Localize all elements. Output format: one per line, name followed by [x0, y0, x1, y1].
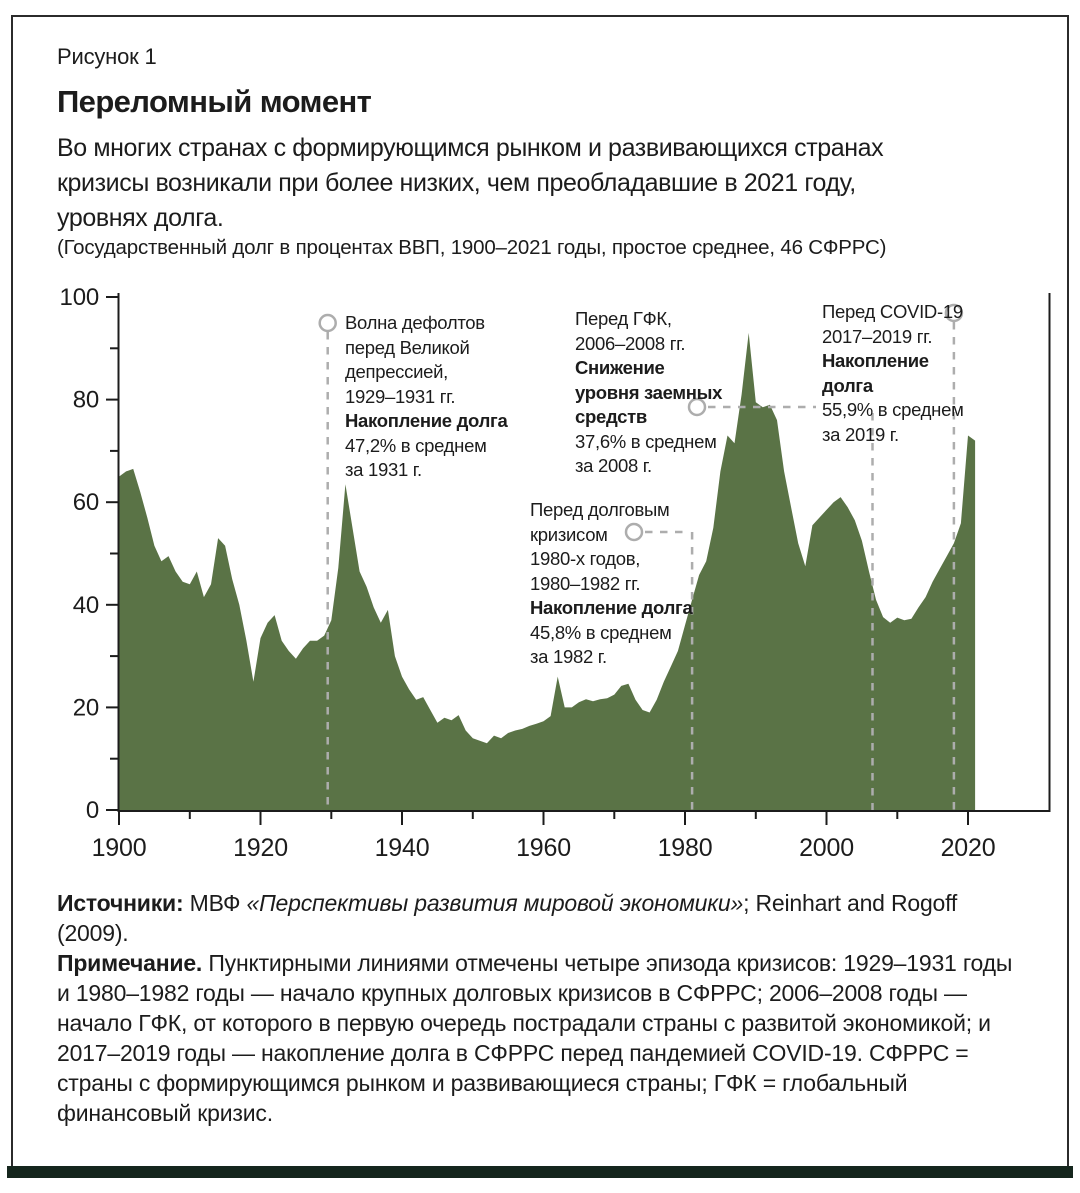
annotation-line: за 2008 г. — [575, 455, 652, 476]
annotation-line: 2017–2019 гг. — [822, 325, 933, 347]
subtitle-line: Во многих странах с формирующимся рынком и развивающихся странах — [57, 134, 884, 162]
figure-unit-note: (Государственный долг в процентах ВВП, 1900–2021 годы, простое среднее, 46 СФРРС) — [57, 236, 887, 259]
figure-footer — [57, 888, 1023, 1128]
y-tick-label: 0 — [85, 797, 99, 824]
annotation-line: 1980–1982 гг. — [530, 572, 641, 594]
annotation-line: уровня заемных — [575, 381, 723, 403]
sources-italic: «Перспективы развития мировой экономики» — [246, 890, 744, 916]
figure-label: Рисунок 1 — [57, 44, 157, 69]
annotation-covid — [822, 300, 964, 447]
annotation-great-depression — [345, 311, 507, 483]
x-tick-label: 1920 — [233, 834, 288, 862]
annotation-line: 1929–1931 гг. — [345, 385, 456, 407]
y-tick-label: 40 — [72, 591, 99, 619]
annotation-line: 45,8% в среднем — [530, 621, 672, 643]
x-tick-label: 1960 — [516, 834, 571, 862]
y-tick-label: 80 — [72, 386, 99, 414]
annotation-line: 47,2% в среднем — [345, 434, 487, 456]
note-label: Примечание. — [57, 950, 203, 976]
annotation-line: Снижение — [575, 357, 665, 378]
annotation-line: Накопление долга — [345, 410, 508, 431]
subtitle-line: уровнях долга. — [57, 204, 224, 232]
y-tick-label: 60 — [72, 489, 99, 517]
annotation-line: за 1931 г. — [345, 459, 422, 480]
annotation-line: Перед COVID-19 — [822, 301, 963, 322]
annotation-line: 2006–2008 гг. — [575, 332, 686, 354]
sources-label: Источники: — [57, 890, 184, 916]
annotation-line: долга — [822, 374, 873, 396]
footer-accent-bar — [7, 1166, 1073, 1178]
x-tick-label: 1980 — [657, 834, 713, 862]
note-text — [57, 948, 1023, 1128]
x-tick-label: 1940 — [374, 834, 430, 862]
sources-text — [57, 888, 977, 948]
x-tick-label: 2000 — [799, 834, 854, 862]
annotation-debt-crisis-1980s — [530, 498, 692, 670]
annotation-line: депрессией, — [345, 361, 448, 382]
note-body: Пунктирными линиями отмечены четыре эпизода кризисов: 1929–1931 годы и 1980–1982 годы — начало крупных долговых кризисов в СФРРС; 2006–2008 годы — начало ГФК, от которого в первую очередь пострадали страны с развитой экономикой; и 2017–2019 годы — накопление долга в СФРРС перед пандемией COVID-19. СФРРС = страны с формирующимся рынком и развивающиеся страны; ГФК = глобальный финансовый кризис. — [57, 950, 1013, 1126]
annotation-line: 55,9% в среднем — [822, 399, 964, 420]
y-tick-label: 20 — [72, 694, 99, 722]
annotation-line: Волна дефолтов — [345, 312, 485, 333]
annotation-line: Перед долговым — [530, 499, 670, 520]
x-tick-label: 2020 — [940, 834, 996, 862]
subtitle-line: кризисы возникали при более низких, чем преобладавшие в 2021 году, — [57, 169, 856, 197]
annotation-gfc — [575, 307, 722, 479]
page-title: Переломный момент — [57, 84, 372, 119]
y-tick-label: 100 — [59, 284, 99, 311]
annotation-line: 37,6% в среднем — [575, 430, 717, 452]
annotation-line: за 1982 г. — [530, 646, 607, 667]
annotation-line: Перед ГФК, — [575, 308, 672, 329]
annotation-line: средств — [575, 406, 647, 427]
crisis-marker-circle-great-depression — [320, 315, 336, 331]
annotation-line: кризисом — [530, 523, 608, 545]
annotation-line: за 2019 г. — [822, 423, 899, 445]
x-tick-label: 1900 — [91, 834, 147, 862]
annotation-line: перед Великой — [345, 336, 470, 358]
sources-pre: МВФ — [183, 890, 247, 916]
sources-post: ; Reinhart and Rogoff (2009). — [57, 890, 958, 946]
annotation-line: Накопление долга — [530, 597, 693, 618]
annotation-line: 1980-х годов, — [530, 548, 641, 569]
annotation-line: Накопление — [822, 350, 929, 371]
